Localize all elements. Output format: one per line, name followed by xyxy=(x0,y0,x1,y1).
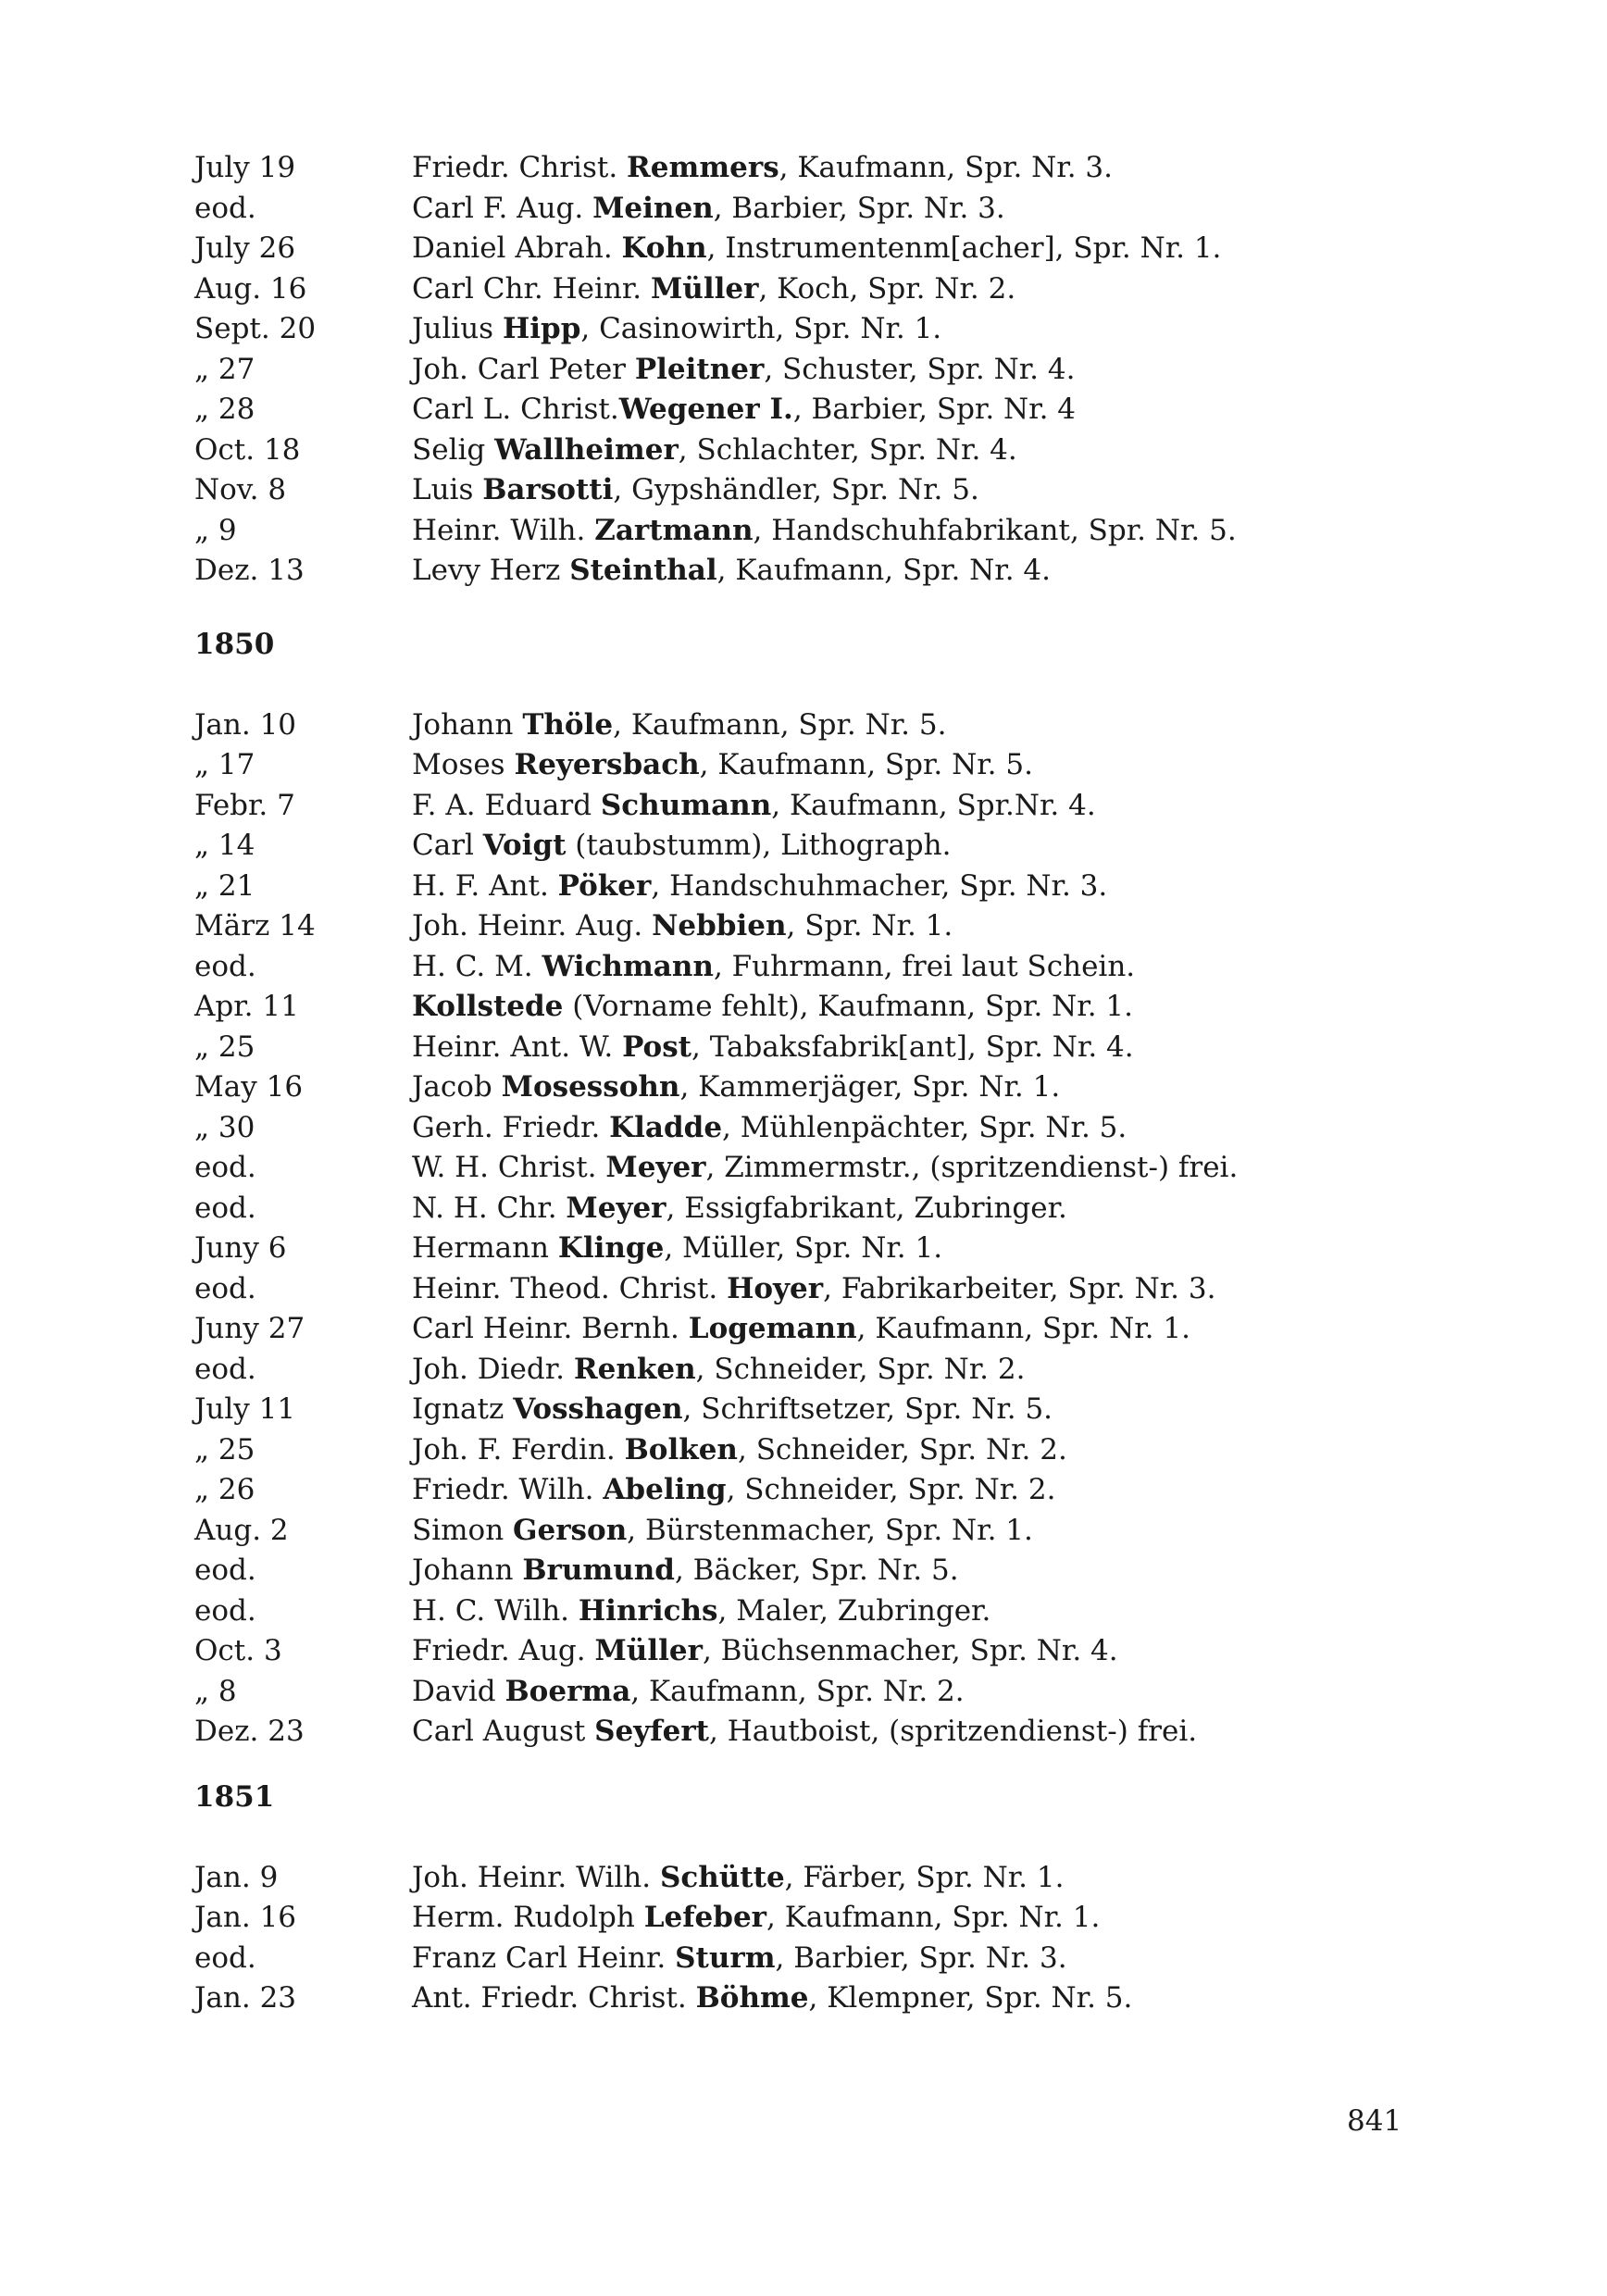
entry-date: Sept. 20 xyxy=(194,312,317,345)
entry-surname: Müller xyxy=(594,1634,703,1667)
register-entry xyxy=(194,1148,1398,1189)
entry-text xyxy=(412,1712,1398,1753)
entry-surname: Boerma xyxy=(505,1674,631,1708)
entry-text xyxy=(412,1470,1398,1511)
entry-details: , Fuhrmann, frei laut Schein. xyxy=(713,949,1136,983)
entry-text xyxy=(412,551,1398,592)
register-entry xyxy=(194,1189,1398,1229)
entry-text xyxy=(412,786,1398,827)
entry-details: , Müller, Spr. Nr. 1. xyxy=(664,1231,943,1265)
entry-date: März 14 xyxy=(194,909,316,942)
entry-text xyxy=(412,1189,1398,1229)
entry-text xyxy=(412,987,1398,1028)
entry-given-names: Gerh. Friedr. xyxy=(412,1110,610,1144)
entry-text xyxy=(412,1028,1398,1068)
entry-date: „ 17 xyxy=(194,748,255,781)
register-entry xyxy=(194,1978,1398,2019)
entry-details: , Kaufmann, Spr. Nr. 1. xyxy=(856,1312,1190,1345)
register-entry xyxy=(194,1350,1398,1391)
register-entry xyxy=(194,1028,1398,1068)
entry-given-names: Carl F. Aug. xyxy=(412,191,593,225)
entry-given-names: Luis xyxy=(412,473,483,506)
entry-details: , Spr. Nr. 1. xyxy=(786,909,953,942)
entry-given-names: Joh. Heinr. Aug. xyxy=(412,909,653,942)
entry-text xyxy=(412,705,1398,746)
entry-surname: Barsotti xyxy=(482,473,614,506)
entry-details: , Schneider, Spr. Nr. 2. xyxy=(737,1432,1067,1466)
register-entry xyxy=(194,189,1398,230)
entry-date: July 19 xyxy=(194,151,296,184)
entry-text xyxy=(412,390,1398,430)
entry-given-names: H. C. M. xyxy=(412,949,542,983)
entry-given-names: Carl xyxy=(412,829,483,862)
register-entry xyxy=(194,987,1398,1028)
entry-text xyxy=(412,269,1398,310)
entry-given-names: Jacob xyxy=(412,1070,502,1104)
page-number: 841 xyxy=(1347,2104,1402,2138)
year-heading: 1850 xyxy=(194,628,275,661)
entry-date: July 26 xyxy=(194,231,296,265)
entry-date: July 11 xyxy=(194,1392,296,1426)
entry-given-names: N. H. Chr. xyxy=(412,1191,567,1225)
entry-text xyxy=(412,947,1398,988)
entry-details: , Kaufmann, Spr. Nr. 1. xyxy=(766,1901,1101,1934)
entry-text xyxy=(412,470,1398,511)
entry-details: , Zimmermstr., (spritzendienst-) frei. xyxy=(705,1151,1239,1184)
entry-text xyxy=(412,1672,1398,1713)
register-entry xyxy=(194,826,1398,867)
entry-date: Aug. 16 xyxy=(194,271,307,306)
register-entry xyxy=(194,1672,1398,1713)
register-entry xyxy=(194,1511,1398,1552)
entry-given-names: Carl August xyxy=(412,1715,595,1748)
section-1850 xyxy=(194,625,1398,1753)
register-entry xyxy=(194,551,1398,592)
entry-given-names: Joh. Diedr. xyxy=(412,1352,574,1386)
entry-given-names: Friedr. Wilh. xyxy=(412,1473,604,1506)
register-entry xyxy=(194,511,1398,552)
entry-surname: Klinge xyxy=(557,1231,665,1265)
entry-text xyxy=(412,148,1398,189)
entry-surname: Brumund xyxy=(522,1554,675,1587)
entry-date: Jan. 16 xyxy=(194,1901,297,1934)
entry-details: , Kaufmann, Spr. Nr. 5. xyxy=(699,748,1033,781)
entry-given-names: Simon xyxy=(412,1513,514,1547)
register-entry xyxy=(194,1067,1398,1108)
entry-given-names: W. H. Christ. xyxy=(412,1151,606,1184)
entry-given-names: Joh. F. Ferdin. xyxy=(412,1432,625,1466)
entry-given-names: Ignatz xyxy=(412,1392,514,1426)
entry-text xyxy=(412,1309,1398,1350)
entry-date: „ 25 xyxy=(194,1029,255,1064)
entry-details: , Handschuhfabrikant, Spr. Nr. 5. xyxy=(753,513,1237,547)
entry-surname: Voigt xyxy=(482,829,567,862)
register-entry xyxy=(194,350,1398,391)
entry-date: „ 28 xyxy=(194,393,255,426)
entry-details: , Bäcker, Spr. Nr. 5. xyxy=(674,1554,959,1587)
entry-date: „ 9 xyxy=(194,513,237,547)
entry-surname: Schumann xyxy=(600,788,772,822)
entry-date: Febr. 7 xyxy=(194,788,295,822)
entry-details: , Klempner, Spr. Nr. 5. xyxy=(808,1981,1133,2015)
entry-details: , Bürstenmacher, Spr. Nr. 1. xyxy=(627,1513,1033,1547)
entry-text xyxy=(412,867,1398,907)
entry-date: Aug. 2 xyxy=(194,1513,289,1547)
entry-given-names: Daniel Abrah. xyxy=(412,231,622,265)
entry-details: , Barbier, Spr. Nr. 3. xyxy=(713,191,1005,225)
entry-given-names: Franz Carl Heinr. xyxy=(412,1940,676,1975)
entry-surname: Wegener I. xyxy=(618,393,793,426)
register-entry xyxy=(194,1108,1398,1149)
entry-details: , Tabaksfabrik[ant], Spr. Nr. 4. xyxy=(691,1029,1134,1064)
entry-details: (Vorname fehlt), Kaufmann, Spr. Nr. 1. xyxy=(563,990,1133,1023)
entry-surname: Mosessohn xyxy=(501,1070,680,1104)
section-1849 xyxy=(194,148,1398,592)
register-entry xyxy=(194,1712,1398,1753)
entry-date: eod. xyxy=(194,1191,256,1225)
entry-given-names: Moses xyxy=(412,748,515,781)
entry-date: eod. xyxy=(194,1554,256,1587)
entry-details: , Schneider, Spr. Nr. 2. xyxy=(726,1473,1056,1506)
entry-text xyxy=(412,826,1398,867)
entry-given-names: Carl L. Christ. xyxy=(412,393,619,426)
entry-surname: Pleitner xyxy=(634,352,765,386)
entry-date: „ 26 xyxy=(194,1473,255,1506)
entry-given-names: Selig xyxy=(412,432,495,467)
entry-surname: Sturm xyxy=(675,1940,776,1975)
entry-details: , Koch, Spr. Nr. 2. xyxy=(758,271,1016,306)
entry-surname: Wallheimer xyxy=(494,432,679,467)
entry-details: , Barbier, Spr. Nr. 3. xyxy=(775,1940,1067,1975)
entry-surname: Gerson xyxy=(513,1513,628,1547)
entry-given-names: David xyxy=(412,1674,505,1708)
entry-text xyxy=(412,1430,1398,1471)
entry-details: , Maler, Zubringer. xyxy=(717,1593,991,1628)
entry-date: Oct. 3 xyxy=(194,1634,282,1667)
entry-details: , Kammerjäger, Spr. Nr. 1. xyxy=(679,1070,1061,1104)
entry-given-names: Carl Chr. Heinr. xyxy=(412,271,651,306)
entry-date: eod. xyxy=(194,1352,256,1386)
register-entry xyxy=(194,470,1398,511)
entry-given-names: Hermann xyxy=(412,1231,558,1265)
entry-date: eod. xyxy=(194,191,256,225)
register-entry xyxy=(194,786,1398,827)
entry-text xyxy=(412,1858,1398,1899)
register-entry xyxy=(194,430,1398,471)
register-entry xyxy=(194,906,1398,947)
entry-surname: Kladde xyxy=(609,1110,723,1144)
entry-given-names: Joh. Carl Peter xyxy=(412,352,635,386)
entry-text xyxy=(412,1631,1398,1672)
register-entry xyxy=(194,867,1398,907)
entry-details: , Handschuhmacher, Spr. Nr. 3. xyxy=(651,868,1108,903)
register-entry xyxy=(194,1939,1398,1979)
entry-date: Jan. 23 xyxy=(194,1981,297,2015)
entry-surname: Meyer xyxy=(566,1191,666,1225)
register-entry xyxy=(194,1430,1398,1471)
register-entry xyxy=(194,705,1398,746)
entry-date: eod. xyxy=(194,1940,256,1975)
entry-date: Oct. 18 xyxy=(194,432,301,467)
entry-text xyxy=(412,1229,1398,1269)
entry-surname: Kohn xyxy=(621,231,707,265)
entry-surname: Kollstede xyxy=(412,990,564,1023)
register-entry xyxy=(194,1898,1398,1939)
entry-surname: Schütte xyxy=(659,1860,785,1894)
entry-surname: Böhme xyxy=(695,1981,809,2015)
entry-given-names: Herm. Rudolph xyxy=(412,1901,644,1934)
entry-surname: Steinthal xyxy=(569,554,717,587)
entry-details: , Kaufmann, Spr. Nr. 5. xyxy=(613,707,947,742)
entry-details: , Schriftsetzer, Spr. Nr. 5. xyxy=(682,1392,1053,1426)
entry-given-names: Joh. Heinr. Wilh. xyxy=(412,1860,660,1894)
register-entry xyxy=(194,1551,1398,1591)
register-entry xyxy=(194,1591,1398,1632)
entry-surname: Logemann xyxy=(688,1312,857,1345)
entry-date: eod. xyxy=(194,1151,256,1184)
entry-surname: Remmers xyxy=(627,151,779,184)
entry-details: , Hautboist, (spritzendienst-) frei. xyxy=(709,1715,1198,1748)
entry-text xyxy=(412,430,1398,471)
entry-surname: Seyfert xyxy=(594,1715,710,1748)
entry-details: , Färber, Spr. Nr. 1. xyxy=(784,1860,1065,1894)
entry-surname: Hoyer xyxy=(727,1271,824,1305)
entry-surname: Pöker xyxy=(557,868,652,903)
entry-surname: Müller xyxy=(650,271,759,306)
register-entry xyxy=(194,1631,1398,1672)
entry-given-names: Levy Herz xyxy=(412,554,570,587)
entry-date: Apr. 11 xyxy=(194,990,299,1023)
register-entry xyxy=(194,745,1398,786)
register-entry xyxy=(194,1390,1398,1430)
entry-surname: Post xyxy=(622,1029,691,1064)
register-entry xyxy=(194,229,1398,269)
entry-details: , Büchsenmacher, Spr. Nr. 4. xyxy=(702,1634,1118,1667)
register-entry xyxy=(194,1470,1398,1511)
entry-surname: Nebbien xyxy=(652,909,787,942)
register-entry xyxy=(194,1269,1398,1310)
entry-text xyxy=(412,1511,1398,1552)
entry-details: , Schneider, Spr. Nr. 2. xyxy=(695,1352,1026,1386)
entry-date: May 16 xyxy=(194,1070,304,1104)
entry-surname: Wichmann xyxy=(542,949,714,983)
entry-given-names: H. C. Wilh. xyxy=(412,1593,579,1628)
entry-text xyxy=(412,906,1398,947)
entry-given-names: Ant. Friedr. Christ. xyxy=(412,1981,696,2015)
entry-details: , Essigfabrikant, Zubringer. xyxy=(666,1191,1067,1225)
entry-given-names: Heinr. Theod. Christ. xyxy=(412,1271,728,1305)
entry-details: , Schlachter, Spr. Nr. 4. xyxy=(678,432,1017,467)
entry-text xyxy=(412,1898,1398,1939)
register-entry xyxy=(194,1858,1398,1899)
entry-date: „ 27 xyxy=(194,352,255,386)
entry-date: eod. xyxy=(194,1593,256,1628)
entry-details: , Mühlenpächter, Spr. Nr. 5. xyxy=(722,1110,1127,1144)
entry-surname: Reyersbach xyxy=(514,748,700,781)
entry-text xyxy=(412,745,1398,786)
entry-date: eod. xyxy=(194,949,256,983)
entry-text xyxy=(412,309,1398,350)
entry-given-names: Heinr. Ant. W. xyxy=(412,1029,623,1064)
entry-text xyxy=(412,189,1398,230)
entry-text xyxy=(412,1551,1398,1591)
register-entry xyxy=(194,309,1398,350)
entry-given-names: Friedr. Christ. xyxy=(412,151,628,184)
entry-details: , Barbier, Spr. Nr. 4 xyxy=(792,393,1077,426)
entry-date: „ 21 xyxy=(194,868,255,903)
entry-surname: Abeling xyxy=(603,1473,727,1506)
entry-details: , Gypshändler, Spr. Nr. 5. xyxy=(613,473,979,506)
entry-given-names: Friedr. Aug. xyxy=(412,1634,595,1667)
entry-details: , Kaufmann, Spr.Nr. 4. xyxy=(771,788,1096,822)
entry-surname: Renken xyxy=(573,1352,696,1386)
entry-details: (taubstumm), Lithograph. xyxy=(566,829,952,862)
entry-given-names: F. A. Eduard xyxy=(412,788,601,822)
section-1851 xyxy=(194,1778,1398,2019)
entry-details: , Fabrikarbeiter, Spr. Nr. 3. xyxy=(823,1271,1216,1305)
entry-text xyxy=(412,1148,1398,1189)
entry-surname: Hipp xyxy=(502,312,581,345)
entry-text xyxy=(412,1067,1398,1108)
entry-text xyxy=(412,1978,1398,2019)
entry-date: Juny 6 xyxy=(194,1231,287,1265)
entry-date: Jan. 10 xyxy=(194,707,297,742)
entry-text xyxy=(412,350,1398,391)
entry-details: , Kaufmann, Spr. Nr. 4. xyxy=(716,554,1052,587)
entry-date: Juny 27 xyxy=(194,1312,305,1345)
entry-details: , Schuster, Spr. Nr. 4. xyxy=(764,352,1076,386)
entry-text xyxy=(412,511,1398,552)
entry-given-names: Heinr. Wilh. xyxy=(412,513,595,547)
entry-given-names: H. F. Ant. xyxy=(412,868,558,903)
entry-date: „ 14 xyxy=(194,829,255,862)
entry-details: , Kaufmann, Spr. Nr. 3. xyxy=(779,151,1113,184)
entry-date: „ 25 xyxy=(194,1432,255,1466)
register-entry xyxy=(194,1229,1398,1269)
entry-text xyxy=(412,229,1398,269)
entry-text xyxy=(412,1939,1398,1979)
register-entry xyxy=(194,148,1398,189)
entry-text xyxy=(412,1269,1398,1310)
entry-text xyxy=(412,1591,1398,1632)
entry-date: Dez. 23 xyxy=(194,1715,305,1748)
entry-text xyxy=(412,1108,1398,1149)
entry-details: , Casinowirth, Spr. Nr. 1. xyxy=(580,312,942,345)
entry-date: Jan. 9 xyxy=(194,1860,279,1894)
entry-surname: Bolken xyxy=(624,1432,738,1466)
entry-surname: Thöle xyxy=(522,707,614,742)
entry-date: „ 8 xyxy=(194,1674,237,1708)
entry-given-names: Carl Heinr. Bernh. xyxy=(412,1312,689,1345)
entry-surname: Hinrichs xyxy=(578,1593,718,1628)
entry-date: „ 30 xyxy=(194,1110,255,1144)
register-entry xyxy=(194,390,1398,430)
register-entry xyxy=(194,1309,1398,1350)
register-entry xyxy=(194,947,1398,988)
entry-given-names: Julius xyxy=(412,312,503,345)
entry-surname: Meinen xyxy=(592,191,714,225)
entry-date: eod. xyxy=(194,1271,256,1305)
year-heading: 1851 xyxy=(194,1780,275,1814)
entry-text xyxy=(412,1390,1398,1430)
entry-date: Dez. 13 xyxy=(194,554,305,587)
entry-date: Nov. 8 xyxy=(194,473,287,506)
entry-text xyxy=(412,1350,1398,1391)
entry-details: , Instrumentenm[acher], Spr. Nr. 1. xyxy=(706,231,1222,265)
entry-surname: Vosshagen xyxy=(513,1392,683,1426)
entry-surname: Lefeber xyxy=(643,1901,767,1934)
register-entry xyxy=(194,269,1398,310)
entry-surname: Meyer xyxy=(605,1151,706,1184)
entry-details: , Kaufmann, Spr. Nr. 2. xyxy=(630,1674,965,1708)
entry-given-names: Johann xyxy=(412,707,523,742)
entry-surname: Zartmann xyxy=(594,513,754,547)
entry-given-names: Johann xyxy=(412,1554,523,1587)
